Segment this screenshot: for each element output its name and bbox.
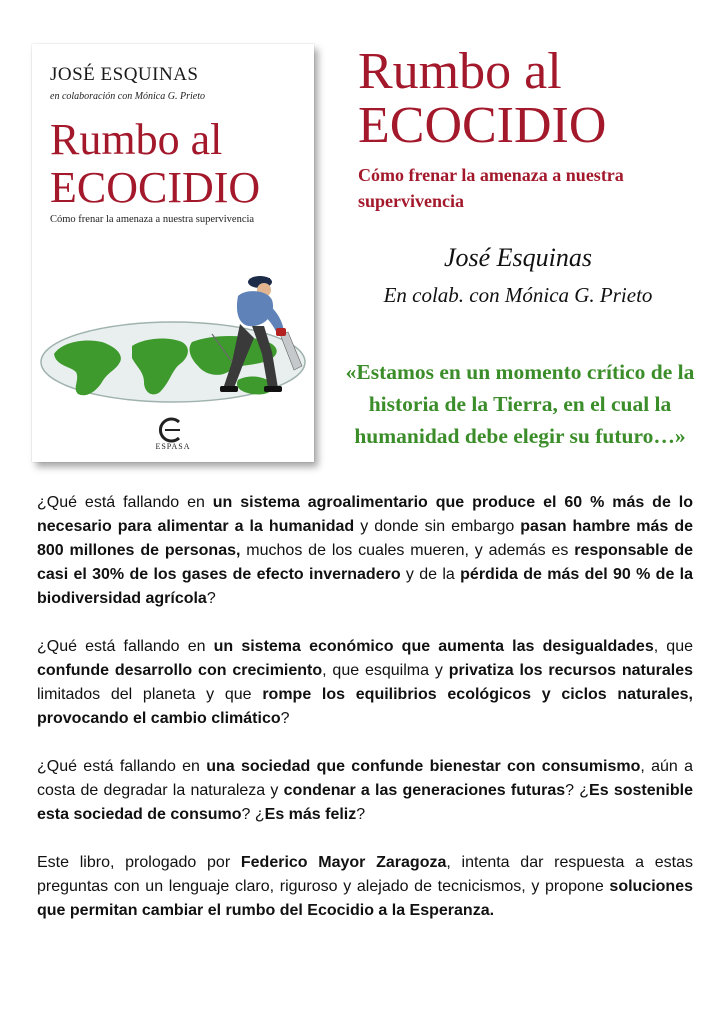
cover-publisher: ESPASA [155, 442, 191, 451]
emphasis-text: pasan hambre más de 800 millones de personas, [37, 518, 693, 559]
book-cover [32, 44, 314, 462]
pull-quote: «Estamos en un momento crítico de la historia de la Tierra, en el cual la humanidad debe elegir su futuro…» [345, 360, 695, 448]
body-text-run: ? ¿ [241, 806, 265, 823]
body-text-run: ? [206, 590, 216, 607]
emphasis-text: Federico Mayor Zaragoza [240, 854, 447, 871]
globe-saw-illustration [32, 242, 314, 412]
emphasis-text: responsable de casi el 30% de los gases de efecto invernadero [37, 542, 694, 583]
body-text-run: ? ¿ [565, 782, 590, 799]
paragraph-economy [37, 635, 693, 731]
body-text-run: Este libro, prologado por [37, 854, 241, 871]
cover-author: JOSÉ ESQUINAS [50, 64, 199, 85]
body-text-run: ? [280, 710, 290, 727]
body-text-run: , aún a costa de degradar la naturaleza y [37, 758, 693, 799]
body-text-run: , que [653, 638, 693, 655]
emphasis-text: condenar a las generaciones futuras [283, 782, 566, 799]
emphasis-text: Es sostenible esta sociedad de consumo [37, 782, 693, 823]
paragraph-book-summary [37, 851, 693, 923]
cover-title-line2: ECOCIDIO [50, 163, 261, 212]
emphasis-text: Es más feliz [264, 806, 357, 823]
emphasis-text: soluciones que permitan cambiar el rumbo del Ecocidio a la Esperanza. [37, 878, 693, 919]
body-text-run: ¿Qué está fallando en [37, 758, 207, 775]
emphasis-text: una sociedad que confunde bienestar con consumismo [206, 758, 641, 775]
body-text-run: ¿Qué está fallando en [37, 494, 213, 511]
body-text-run: ¿Qué está fallando en [37, 638, 214, 655]
description-body [37, 491, 693, 947]
emphasis-text: privatiza los recursos naturales [448, 662, 693, 679]
author-name: José Esquinas [443, 243, 593, 272]
emphasis-text: un sistema económico que aumenta las desigualdades [213, 638, 654, 655]
cover-subtitle: Cómo frenar la amenaza a nuestra supervivencia [50, 214, 255, 225]
emphasis-text: confunde desarrollo con crecimiento [37, 662, 323, 679]
cover-title-line1: Rumbo al [50, 115, 223, 164]
body-text-run: y donde sin embargo [354, 518, 521, 535]
body-text-run: y de la [400, 566, 461, 583]
emphasis-text: pérdida de más del 90 % de la biodiversidad agrícola [37, 566, 694, 607]
book-subtitle: Cómo frenar la amenaza a nuestra supervivencia [358, 165, 624, 211]
paragraph-society [37, 755, 693, 827]
body-text-run: muchos de los cuales mueren, y además es [240, 542, 575, 559]
body-text-run: ? [356, 806, 366, 823]
emphasis-text: un sistema agroalimentario que produce el 60 % más de lo necesario para alimentar a la humanidad [37, 494, 693, 535]
paragraph-agrifood [37, 491, 693, 611]
book-title-line2: ECOCIDIO [358, 97, 607, 154]
body-text-run: , que esquilma y [322, 662, 449, 679]
emphasis-text: rompe los equilibrios ecológicos y ciclos naturales, provocando el cambio climático [37, 686, 693, 727]
author-collaboration: En colab. con Mónica G. Prieto [383, 283, 653, 307]
cover-collab: en colaboración con Mónica G. Prieto [50, 91, 205, 102]
body-text-run: , intenta dar respuesta a estas preguntas con un lenguaje claro, riguroso y alejado de tecnicismos, y propone [37, 854, 693, 895]
book-title-line1: Rumbo al [358, 43, 562, 100]
body-text-run: limitados del planeta y que [37, 686, 263, 703]
